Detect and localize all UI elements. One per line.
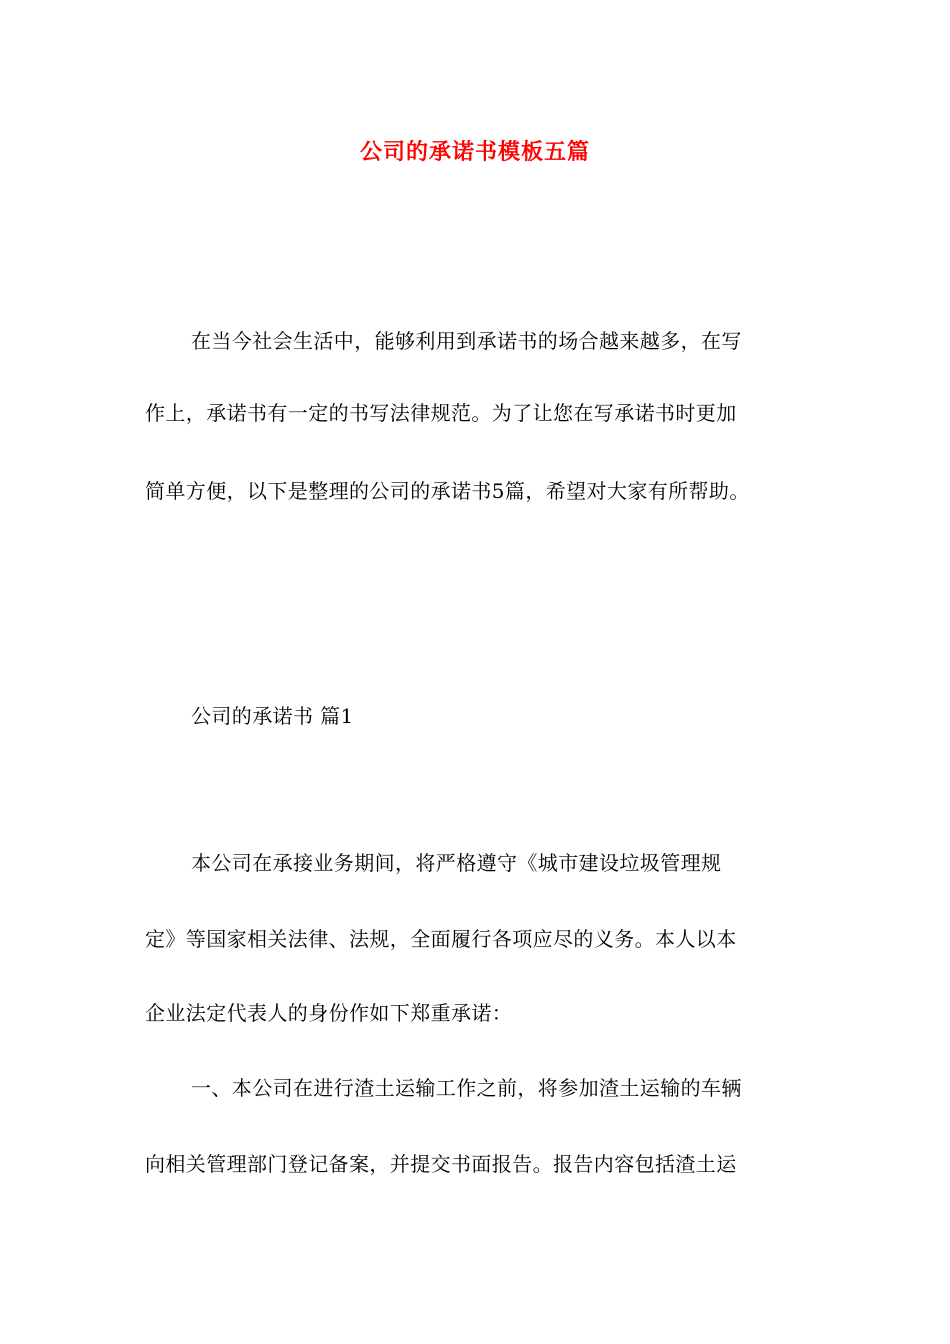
intro-line-3: 简单方便，以下是整理的公司的承诺书5篇，希望对大家有所帮助。 [145,479,750,503]
para2-line-2: 向相关管理部门登记备案，并提交书面报告。报告内容包括渣土运 [145,1152,737,1176]
para1-line-2: 定》等国家相关法律、法规，全面履行各项应尽的义务。本人以本 [145,927,737,951]
intro-line-2: 作上，承诺书有一定的书写法律规范。为了让您在写承诺书时更加 [145,401,737,425]
document-title: 公司的承诺书模板五篇 [359,139,590,165]
para2-line-1: 一、本公司在进行渣土运输工作之前，将参加渣土运输的车辆 [191,1076,742,1100]
intro-line-1: 在当今社会生活中，能够利用到承诺书的场合越来越多，在写 [191,329,742,353]
para1-line-1: 本公司在承接业务期间，将严格遵守《城市建设垃圾管理规 [191,851,722,875]
para1-line-3: 企业法定代表人的身份作如下郑重承诺： [145,1001,513,1025]
section-heading: 公司的承诺书 篇1 [191,704,354,728]
